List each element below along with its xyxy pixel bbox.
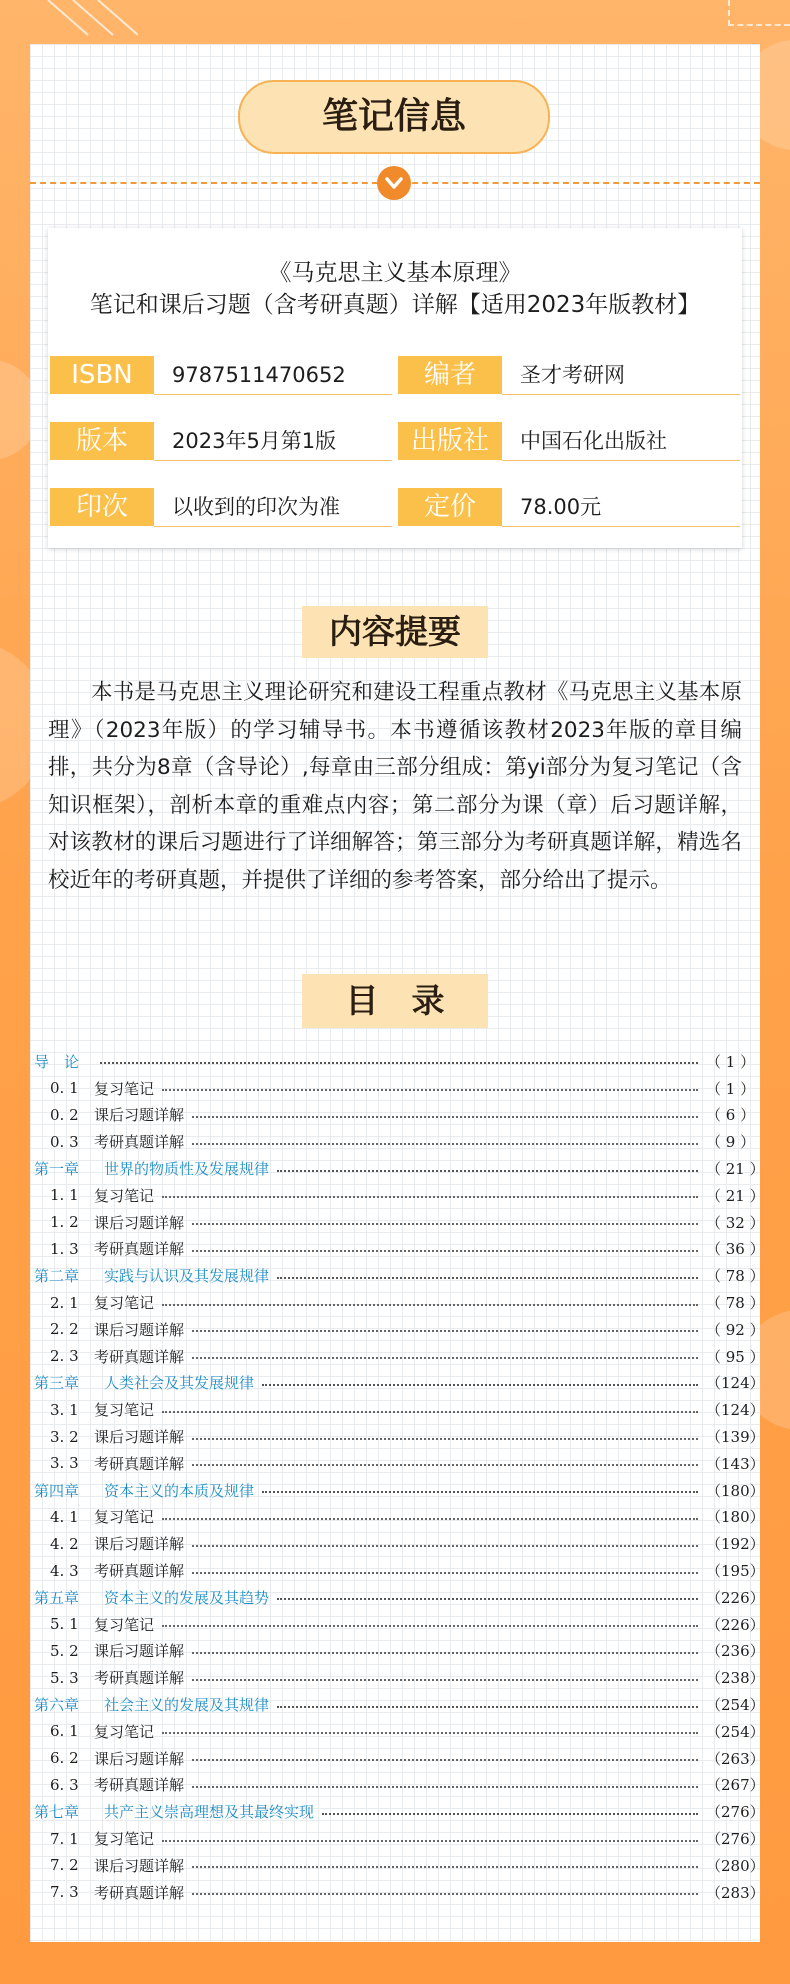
toc-page-number: （267） <box>706 1776 765 1795</box>
toc-section-row <box>30 1075 760 1102</box>
decorative-lines <box>18 0 138 40</box>
toc-title: 实践与认识及其发展规律 <box>104 1267 270 1286</box>
toc-title: 人类社会及其发展规律 <box>104 1374 255 1393</box>
toc-leader-dots <box>277 1706 698 1708</box>
toc-section-row <box>30 1825 765 1852</box>
toc-title: 复习笔记 <box>94 1186 155 1205</box>
toc-leader-dots <box>192 1545 698 1547</box>
toc-number: 第四章 <box>34 1481 80 1500</box>
toc-leader-dots <box>192 1143 698 1145</box>
toc-page-number: （276） <box>706 1830 765 1848</box>
toc-page-number: （180） <box>706 1481 765 1500</box>
toc-chapter-row <box>30 1048 760 1075</box>
publisher-value: 中国石化出版社 <box>502 422 740 461</box>
toc-number: 6. 2 <box>50 1749 79 1768</box>
toc-title: 世界的物质性及发展规律 <box>104 1160 270 1179</box>
toc-leader-dots <box>162 1840 698 1842</box>
toc-leader-dots <box>192 1250 698 1252</box>
toc-page-number: （ 21 ） <box>706 1160 765 1179</box>
toc-title: 课后习题详解 <box>94 1749 185 1768</box>
edition-label: 版本 <box>50 422 154 460</box>
toc-chapter-row <box>30 1584 765 1611</box>
toc-page-number: （254） <box>706 1722 765 1741</box>
toc-page-number: （139） <box>706 1428 765 1447</box>
toc-title: 复习笔记 <box>94 1401 155 1420</box>
toc-section-row <box>30 1745 765 1772</box>
toc-leader-dots <box>162 1411 698 1413</box>
toc-title: 考研真题详解 <box>94 1562 185 1581</box>
toc-page-number: （226） <box>706 1588 765 1607</box>
toc-section-row <box>30 1102 760 1129</box>
toc-page-number: （ 36 ） <box>706 1240 765 1259</box>
toc-page-number: （ 1 ） <box>706 1052 756 1071</box>
toc-page-number: （238） <box>706 1669 765 1688</box>
content-paper <box>30 44 765 1942</box>
toc-number: 第五章 <box>34 1588 80 1607</box>
toc-title: 复习笔记 <box>94 1508 155 1527</box>
toc-leader-dots <box>162 1518 698 1520</box>
toc-leader-dots <box>192 1679 698 1681</box>
table-of-contents <box>30 1048 765 1906</box>
toc-page-number: （276） <box>706 1803 765 1822</box>
toc-leader-dots <box>322 1813 698 1815</box>
toc-number: 4. 3 <box>50 1561 79 1580</box>
summary-heading: 内容提要 <box>302 606 488 658</box>
toc-chapter-row <box>30 1691 765 1718</box>
toc-section-row <box>30 1128 760 1155</box>
toc-number: 3. 2 <box>50 1427 79 1446</box>
toc-section-row <box>30 1530 765 1557</box>
toc-leader-dots <box>192 1330 698 1332</box>
toc-number: 2. 1 <box>50 1293 79 1312</box>
toc-page-number: （124） <box>706 1374 765 1393</box>
toc-title: 资本主义的发展及其趋势 <box>104 1588 270 1607</box>
toc-page-number: （124） <box>706 1401 765 1420</box>
toc-leader-dots <box>192 1438 698 1440</box>
toc-section-row <box>30 1664 765 1691</box>
toc-number: 6. 1 <box>50 1722 79 1741</box>
toc-number: 3. 1 <box>50 1400 79 1419</box>
toc-section-row <box>30 1557 765 1584</box>
toc-leader-dots <box>262 1491 698 1493</box>
toc-leader-dots <box>162 1196 698 1198</box>
toc-leader-dots <box>262 1384 698 1386</box>
toc-leader-dots <box>192 1223 698 1225</box>
toc-leader-dots <box>277 1598 698 1600</box>
toc-number: 7. 3 <box>50 1883 79 1902</box>
toc-section-row <box>30 1638 765 1665</box>
toc-leader-dots <box>192 1786 698 1788</box>
toc-leader-dots <box>277 1277 698 1279</box>
toc-number: 2. 3 <box>50 1347 79 1366</box>
toc-page-number: （ 32 ） <box>706 1213 765 1232</box>
editor-label: 编者 <box>398 356 502 394</box>
toc-leader-dots <box>192 1759 698 1761</box>
toc-chapter-row <box>30 1262 765 1289</box>
toc-section-row <box>30 1611 765 1638</box>
publisher-label: 出版社 <box>398 422 502 460</box>
toc-page-number: （195） <box>706 1562 765 1581</box>
toc-section-row <box>30 1718 765 1745</box>
chevron-down-icon <box>377 166 411 200</box>
toc-title: 课后习题详解 <box>94 1213 185 1232</box>
toc-title: 考研真题详解 <box>94 1133 185 1152</box>
toc-leader-dots <box>192 1572 698 1574</box>
toc-title: 复习笔记 <box>94 1830 155 1848</box>
toc-page-number: （ 1 ） <box>706 1079 756 1098</box>
toc-leader-dots <box>192 1866 698 1868</box>
toc-leader-dots <box>162 1089 698 1091</box>
toc-page-number: （ 21 ） <box>706 1186 765 1205</box>
print-run-value: 以收到的印次为准 <box>154 488 392 527</box>
toc-number: 0. 1 <box>50 1079 79 1098</box>
toc-leader-dots <box>192 1893 698 1895</box>
toc-section-row <box>30 1879 765 1906</box>
toc-section-row <box>30 1316 765 1343</box>
toc-number: 3. 3 <box>50 1454 79 1473</box>
toc-number: 2. 2 <box>50 1320 79 1339</box>
toc-number: 第七章 <box>34 1803 80 1822</box>
toc-leader-dots <box>277 1170 698 1172</box>
toc-section-row <box>30 1343 765 1370</box>
toc-leader-dots <box>192 1652 698 1654</box>
toc-title: 复习笔记 <box>94 1294 155 1313</box>
toc-page-number: （143） <box>706 1454 765 1473</box>
toc-page-number: （ 95 ） <box>706 1347 765 1366</box>
toc-leader-dots <box>192 1357 698 1359</box>
toc-title: 考研真题详解 <box>94 1454 185 1473</box>
toc-chapter-row <box>30 1155 765 1182</box>
isbn-label: ISBN <box>50 356 154 394</box>
toc-title: 考研真题详解 <box>94 1776 185 1795</box>
toc-page-number: （263） <box>706 1749 765 1768</box>
decorative-dashed-corner <box>728 0 790 26</box>
toc-title: 课后习题详解 <box>94 1106 185 1125</box>
toc-title: 考研真题详解 <box>94 1240 185 1259</box>
toc-number: 4. 2 <box>50 1534 79 1553</box>
toc-number: 6. 3 <box>50 1775 79 1794</box>
toc-page-number: （ 6 ） <box>706 1106 756 1125</box>
toc-page-number: （ 78 ） <box>706 1267 765 1286</box>
toc-leader-dots <box>162 1304 698 1306</box>
toc-heading: 目 录 <box>302 974 488 1028</box>
toc-page-number: （254） <box>706 1696 765 1715</box>
toc-chapter-row <box>30 1370 765 1397</box>
toc-number: 0. 3 <box>50 1132 79 1151</box>
toc-number: 4. 1 <box>50 1507 79 1526</box>
toc-chapter-row <box>30 1477 765 1504</box>
toc-page-number: （280） <box>706 1856 765 1875</box>
toc-title: 复习笔记 <box>94 1615 155 1634</box>
toc-page-number: （226） <box>706 1615 765 1634</box>
toc-page-number: （283） <box>706 1883 765 1902</box>
book-title-line1: 《马克思主义基本原理》 <box>268 260 522 286</box>
toc-number: 7. 2 <box>50 1856 79 1875</box>
toc-number: 1. 2 <box>50 1213 79 1232</box>
book-title-line2: 笔记和课后习题（含考研真题）详解【适用2023年版教材】 <box>89 292 701 318</box>
toc-title: 课后习题详解 <box>94 1428 185 1447</box>
print-run-label: 印次 <box>50 488 154 526</box>
toc-number: 第二章 <box>34 1267 80 1286</box>
toc-number: 7. 1 <box>50 1829 79 1848</box>
toc-number: 第一章 <box>34 1160 80 1179</box>
toc-section-row <box>30 1182 765 1209</box>
toc-title: 考研真题详解 <box>94 1347 185 1366</box>
toc-title: 考研真题详解 <box>94 1669 185 1688</box>
toc-leader-dots <box>192 1464 698 1466</box>
toc-section-row <box>30 1289 765 1316</box>
toc-title: 课后习题详解 <box>94 1642 185 1661</box>
toc-leader-dots <box>162 1732 698 1734</box>
toc-number: 第六章 <box>34 1696 80 1715</box>
toc-section-row <box>30 1772 765 1799</box>
toc-title: 课后习题详解 <box>94 1535 185 1554</box>
toc-title: 考研真题详解 <box>94 1883 185 1902</box>
toc-page-number: （ 9 ） <box>706 1133 756 1152</box>
toc-leader-dots <box>100 1062 698 1064</box>
toc-section-row <box>30 1504 765 1531</box>
toc-section-row <box>30 1450 765 1477</box>
toc-number: 导 论 <box>34 1052 80 1071</box>
toc-page-number: （180） <box>706 1508 765 1527</box>
toc-section-row <box>30 1852 765 1879</box>
toc-title: 复习笔记 <box>94 1079 155 1098</box>
toc-title: 资本主义的本质及规律 <box>104 1481 255 1500</box>
toc-section-row <box>30 1209 765 1236</box>
toc-leader-dots <box>192 1116 698 1118</box>
isbn-value: 9787511470652 <box>154 356 392 395</box>
price-label: 定价 <box>398 488 502 526</box>
toc-leader-dots <box>162 1625 698 1627</box>
toc-page-number: （236） <box>706 1642 765 1661</box>
toc-page-number: （ 92 ） <box>706 1320 765 1339</box>
toc-title: 课后习题详解 <box>94 1320 185 1339</box>
toc-number: 1. 3 <box>50 1239 79 1258</box>
toc-number: 1. 1 <box>50 1186 79 1205</box>
price-value: 78.00元 <box>502 488 740 527</box>
page-title: 笔记信息 <box>238 80 550 154</box>
toc-section-row <box>30 1423 765 1450</box>
toc-number: 5. 3 <box>50 1668 79 1687</box>
toc-number: 5. 1 <box>50 1615 79 1634</box>
toc-title: 共产主义崇高理想及其最终实现 <box>104 1803 315 1822</box>
toc-section-row <box>30 1396 765 1423</box>
book-info-card <box>48 228 742 548</box>
edition-value: 2023年5月第1版 <box>154 422 392 461</box>
toc-chapter-row <box>30 1798 765 1825</box>
toc-title: 复习笔记 <box>94 1722 155 1741</box>
toc-number: 第三章 <box>34 1374 80 1393</box>
toc-number: 5. 2 <box>50 1641 79 1660</box>
toc-section-row <box>30 1236 765 1263</box>
toc-number: 0. 2 <box>50 1105 79 1124</box>
toc-title: 课后习题详解 <box>94 1856 185 1875</box>
toc-page-number: （192） <box>706 1535 765 1554</box>
toc-page-number: （ 78 ） <box>706 1294 765 1313</box>
editor-value: 圣才考研网 <box>502 356 740 395</box>
toc-title: 社会主义的发展及其规律 <box>104 1696 270 1715</box>
summary-text: 本书是马克思主义理论研究和建设工程重点教材《马克思主义基本原理》（2023年版）的学习辅导书。本书遵循该教材2023年版的章目编排，共分为8章（含导论）,每章由三部分组成：第yi部分为复习笔记（含知识框架），剖析本章的重难点内容；第二部分为课（章）后习题详解，对该教材的课后习题进行了详细解答；第三部分为考研真题详解，精选名校近年的考研真题，并提供了详细的参考答案，部分给出了提示。 <box>48 680 742 893</box>
